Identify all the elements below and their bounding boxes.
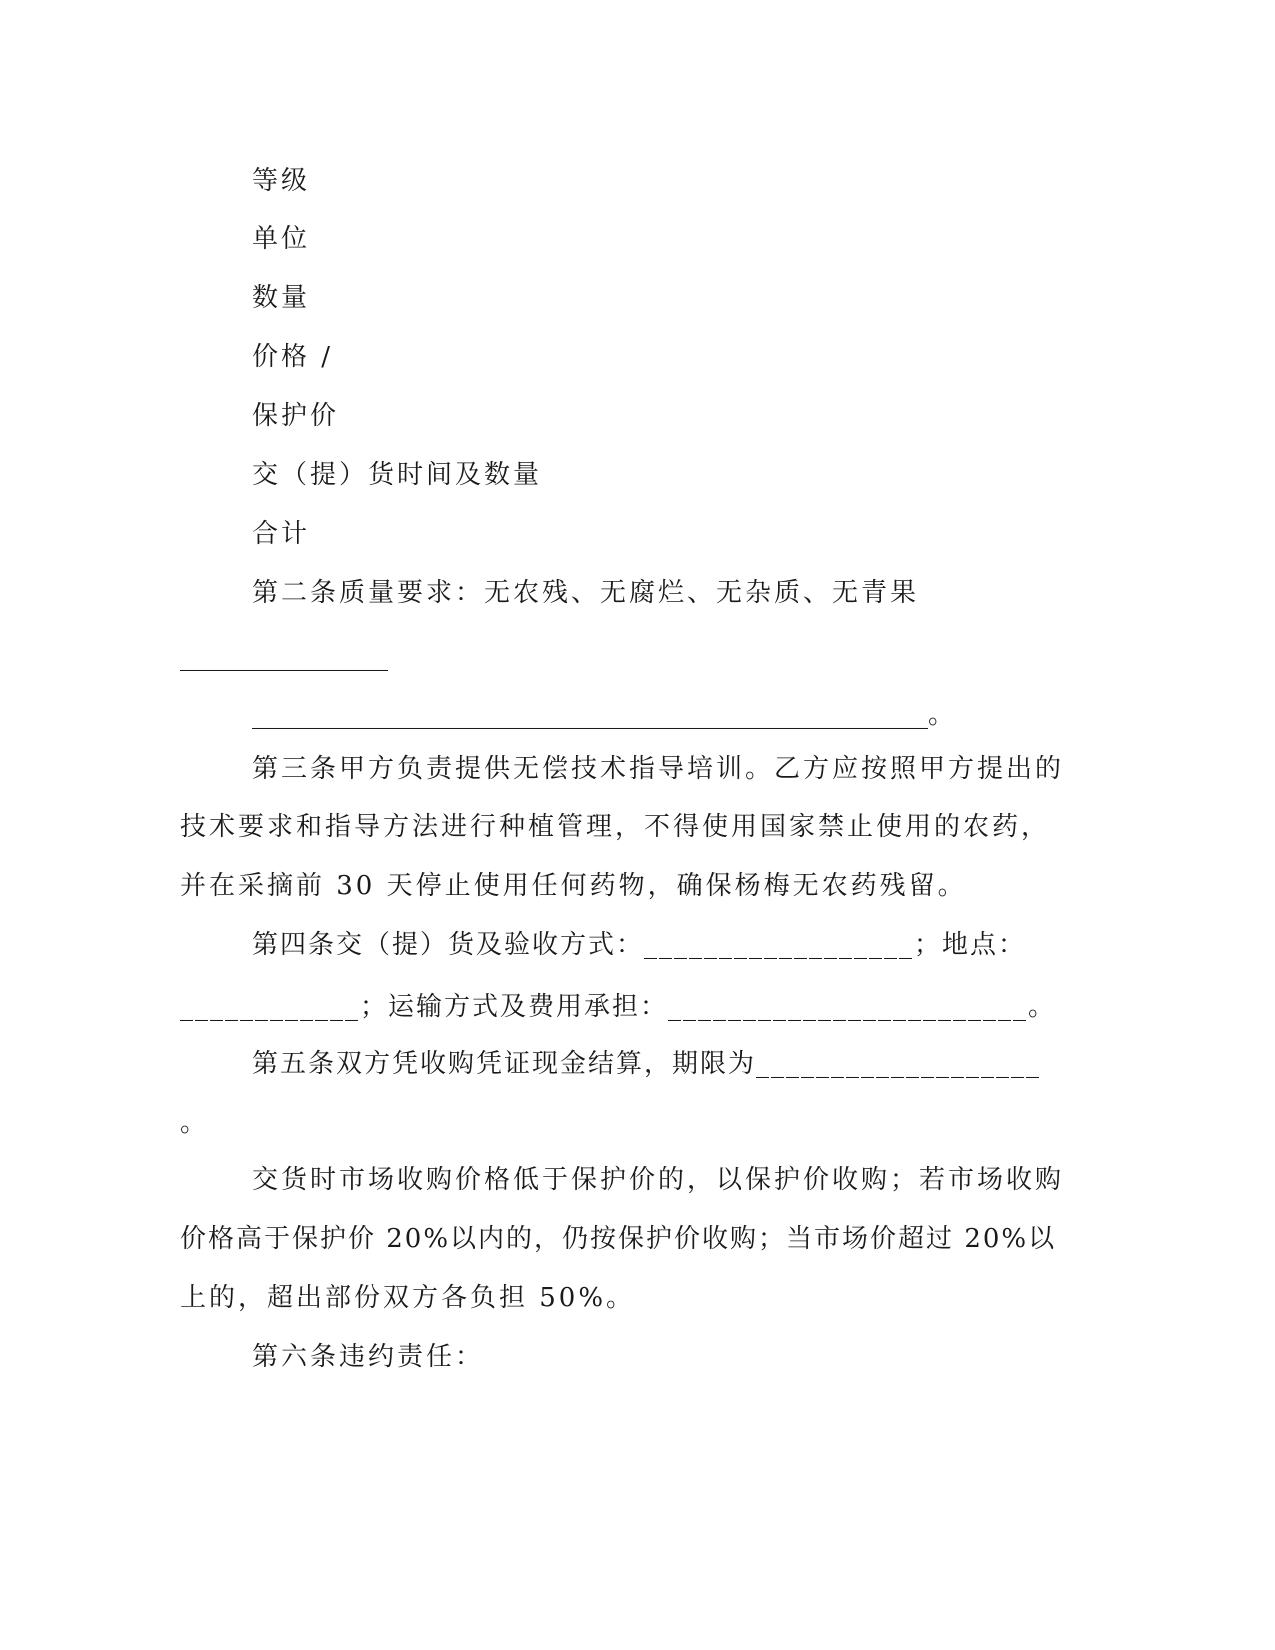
label-quantity: 数量 xyxy=(252,283,311,313)
label-grade: 等级 xyxy=(252,166,311,196)
article6-text: 第六条违约责任： xyxy=(252,1342,485,1372)
price-clause-line-2: 价格高于保护价 20%以内的，仍按保护价收购；当市场价超过 20%以 xyxy=(180,1224,1057,1254)
article3-line-2: 技术要求和指导方法进行种植管理，不得使用国家禁止使用的农药， xyxy=(180,812,1051,842)
price-clause-line-3: 上的，超出部份双方各负担 50%。 xyxy=(180,1283,636,1313)
label-total: 合计 xyxy=(252,519,311,549)
label-protect-price: 保护价 xyxy=(252,401,340,431)
article3-line-3: 并在采摘前 30 天停止使用任何药物，确保杨梅无农药残留。 xyxy=(180,871,967,901)
article5-line-1: 第五条双方凭收购凭证现金结算，期限为___________________ xyxy=(252,1049,1042,1079)
article5-line-2: 。 xyxy=(180,1108,210,1138)
article3-line-1: 第三条甲方负责提供无偿技术指导培训。乙方应按照甲方提出的 xyxy=(252,754,1065,784)
article4-line-1: 第四条交（提）货及验收方式：__________________；地点： xyxy=(252,930,1027,960)
article4-line-2: ____________；运输方式及费用承担：________________________。 xyxy=(180,992,1057,1022)
article2-blank-1: ________________ xyxy=(180,642,388,672)
price-clause-line-1: 交货时市场收购价格低于保护价的，以保护价收购；若市场收购 xyxy=(252,1165,1065,1195)
article2-text: 第二条质量要求：无农残、无腐烂、无杂质、无青果 xyxy=(252,578,920,608)
article2-blank-2: ____________________________________________________。 xyxy=(252,700,954,730)
label-price: 价格 / xyxy=(252,342,334,372)
label-delivery-time: 交（提）货时间及数量 xyxy=(252,460,543,490)
label-unit: 单位 xyxy=(252,224,311,254)
